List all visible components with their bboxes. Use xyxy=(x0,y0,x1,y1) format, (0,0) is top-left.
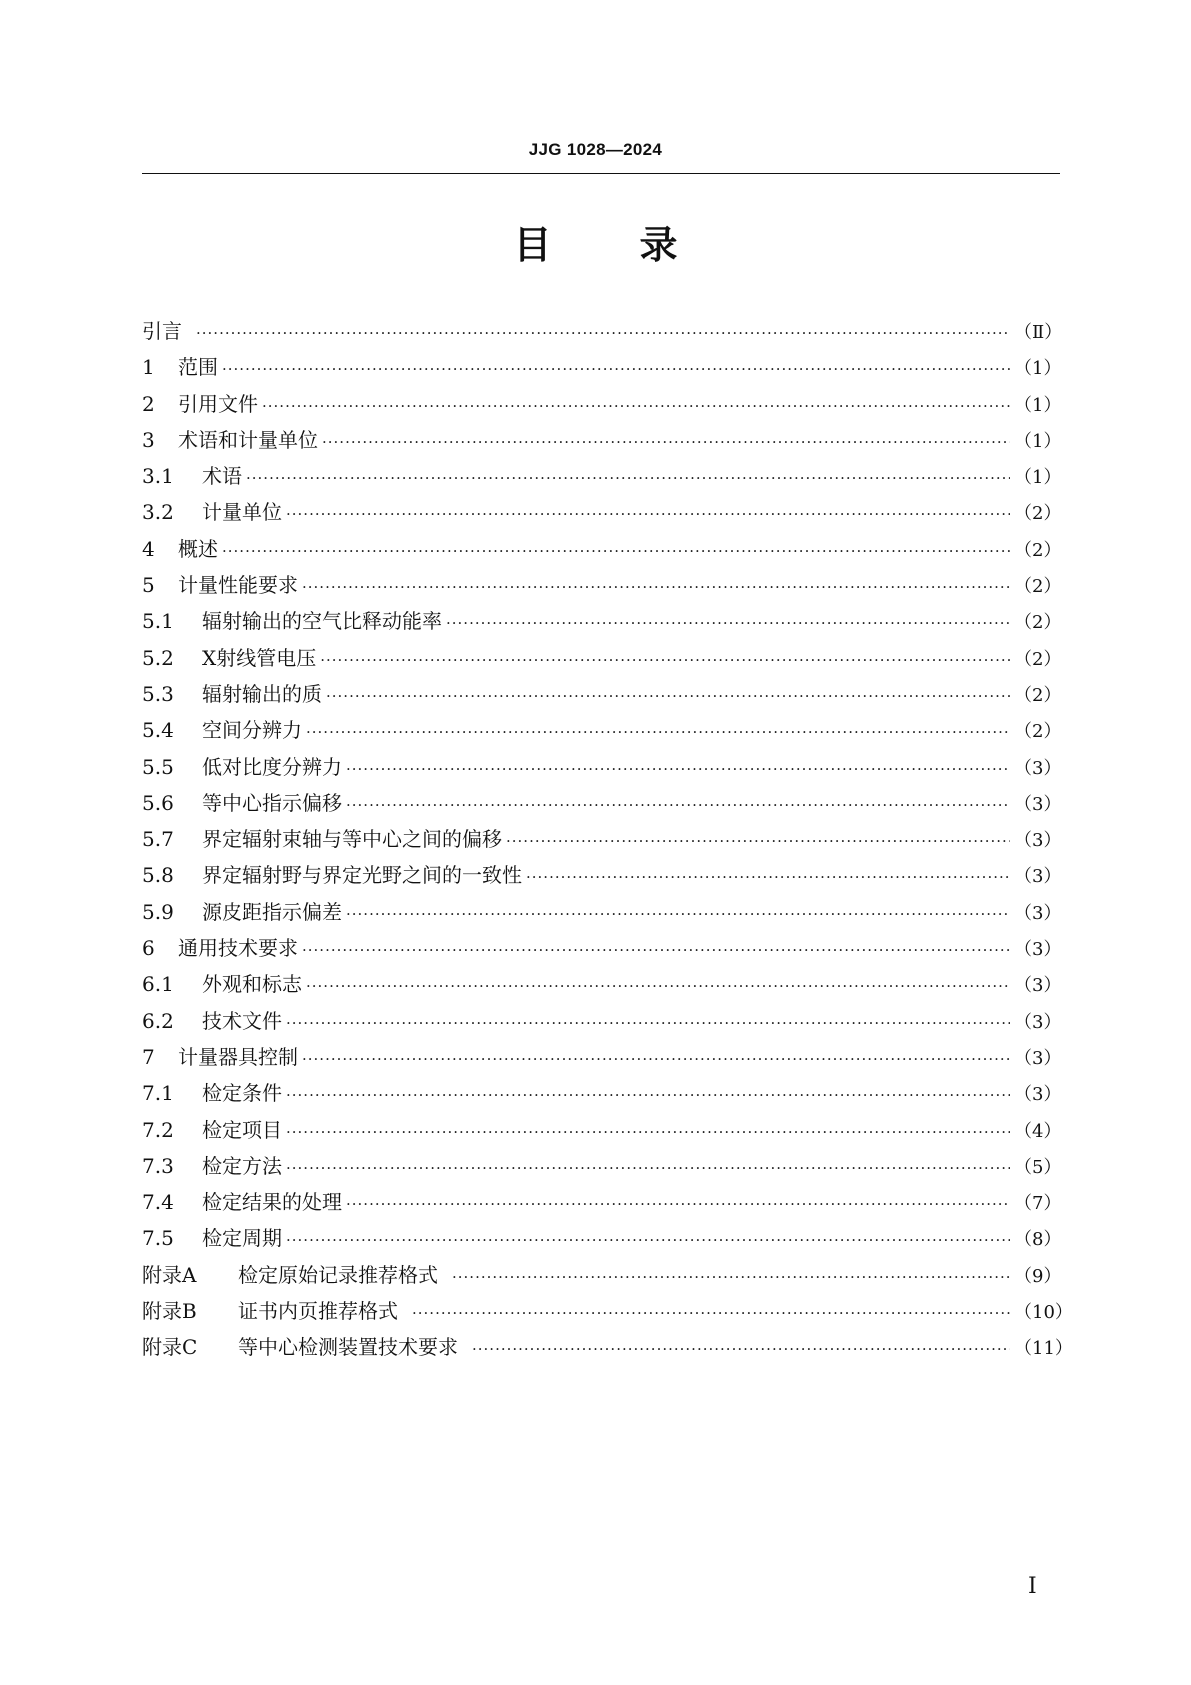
toc-leader xyxy=(286,1222,1010,1258)
toc-leader xyxy=(506,823,1010,859)
toc-leader xyxy=(286,1150,1010,1186)
toc-page: （3） xyxy=(1014,757,1062,779)
table-of-contents xyxy=(142,313,1073,1366)
toc-entry-4[interactable] xyxy=(142,531,1060,567)
toc-leader xyxy=(302,569,1010,605)
toc-leader xyxy=(286,496,1010,532)
toc-page: （2） xyxy=(1014,684,1062,706)
toc-page: （11） xyxy=(1014,1338,1073,1360)
toc-number: 5.2 xyxy=(142,645,174,670)
toc-leader xyxy=(412,1295,1010,1331)
toc-page: （1） xyxy=(1014,394,1062,416)
toc-number: 1 xyxy=(142,355,155,380)
toc-page: （2） xyxy=(1014,576,1062,598)
toc-number: 5.9 xyxy=(142,899,174,924)
toc-number: 5.4 xyxy=(142,718,174,743)
toc-number: 7.3 xyxy=(142,1153,174,1178)
toc-entry-6-1[interactable] xyxy=(142,966,1060,1002)
toc-page: （3） xyxy=(1014,830,1062,852)
toc-leader xyxy=(306,714,1010,750)
toc-number: 7.4 xyxy=(142,1190,174,1215)
toc-number: 6.2 xyxy=(142,1008,174,1033)
header-rule xyxy=(142,173,1060,174)
toc-leader xyxy=(346,896,1010,932)
toc-label: 等中心检测装置技术要求 xyxy=(238,1335,458,1360)
toc-leader xyxy=(452,1259,1010,1295)
toc-number: 6 xyxy=(142,936,155,961)
toc-number: 3.1 xyxy=(142,464,174,489)
toc-label: 计量器具控制 xyxy=(178,1044,298,1069)
toc-leader xyxy=(346,787,1010,823)
toc-number: 7 xyxy=(142,1044,155,1069)
toc-entry-7-5[interactable] xyxy=(142,1220,1060,1256)
toc-label: 术语 xyxy=(202,464,242,489)
toc-number: 2 xyxy=(142,391,155,416)
toc-number: 5.3 xyxy=(142,681,174,706)
toc-leader xyxy=(322,424,1010,460)
toc-number: 5.1 xyxy=(142,609,174,634)
toc-page: （4） xyxy=(1014,1120,1062,1142)
toc-number: 5.6 xyxy=(142,790,174,815)
toc-entry-appendix-a[interactable] xyxy=(142,1257,1060,1293)
toc-leader xyxy=(346,751,1010,787)
toc-page: （3） xyxy=(1014,939,1062,961)
toc-entry-5-5[interactable] xyxy=(142,749,1060,785)
toc-entry-6-2[interactable] xyxy=(142,1003,1060,1039)
toc-page: （5） xyxy=(1014,1156,1062,1178)
toc-number: 3.2 xyxy=(142,500,174,525)
toc-number: 7.1 xyxy=(142,1081,174,1106)
toc-leader xyxy=(320,642,1010,678)
toc-page: （8） xyxy=(1014,1229,1062,1251)
document-code-header: JJG 1028—2024 xyxy=(528,140,663,159)
toc-entry-7-3[interactable] xyxy=(142,1148,1060,1184)
toc-label: 界定辐射野与界定光野之间的一致性 xyxy=(202,863,522,888)
toc-page: （1） xyxy=(1014,430,1062,452)
toc-label: 检定原始记录推荐格式 xyxy=(238,1262,438,1287)
toc-page: （1） xyxy=(1014,358,1062,380)
toc-label: 引言 xyxy=(142,319,182,343)
page-number: I xyxy=(1028,1574,1037,1599)
toc-page: （10） xyxy=(1014,1302,1073,1324)
toc-entry-5-7[interactable] xyxy=(142,821,1060,857)
toc-entry-7-2[interactable] xyxy=(142,1112,1060,1148)
toc-entry-5[interactable] xyxy=(142,567,1060,603)
toc-entry-7-1[interactable] xyxy=(142,1075,1060,1111)
toc-entry-3-1[interactable] xyxy=(142,458,1060,494)
page-title: 目录 xyxy=(513,223,766,267)
toc-leader xyxy=(302,932,1010,968)
toc-page: （1） xyxy=(1014,467,1062,489)
toc-number: 5.8 xyxy=(142,863,174,888)
toc-leader xyxy=(346,1186,1010,1222)
toc-entry-3[interactable] xyxy=(142,422,1060,458)
toc-entry-appendix-b[interactable] xyxy=(142,1293,1073,1329)
toc-entry-5-3[interactable] xyxy=(142,676,1060,712)
toc-entry-5-8[interactable] xyxy=(142,857,1060,893)
toc-entry-5-9[interactable] xyxy=(142,894,1060,930)
toc-entry-1[interactable] xyxy=(142,349,1060,385)
toc-number: 5 xyxy=(142,573,155,598)
toc-page: （3） xyxy=(1014,975,1062,997)
toc-label: 计量单位 xyxy=(202,500,282,525)
toc-page: （3） xyxy=(1014,866,1062,888)
toc-label: 界定辐射束轴与等中心之间的偏移 xyxy=(202,827,502,852)
toc-label: 通用技术要求 xyxy=(178,936,298,961)
toc-label: 技术文件 xyxy=(202,1008,282,1033)
toc-number: 6.1 xyxy=(142,972,174,997)
toc-page: （3） xyxy=(1014,793,1062,815)
toc-label: 证书内页推荐格式 xyxy=(238,1299,398,1324)
toc-leader xyxy=(286,1005,1010,1041)
toc-leader xyxy=(262,388,1010,424)
toc-label: 低对比度分辨力 xyxy=(202,754,342,779)
toc-page: （3） xyxy=(1014,1047,1062,1069)
toc-leader xyxy=(246,460,1010,496)
toc-page: （3） xyxy=(1014,902,1062,924)
toc-page: （3） xyxy=(1014,1011,1062,1033)
toc-label: 源皮距指示偏差 xyxy=(202,899,342,924)
toc-page: （9） xyxy=(1014,1265,1062,1287)
toc-label: 检定周期 xyxy=(202,1226,282,1251)
toc-leader xyxy=(222,533,1010,569)
toc-entry-6[interactable] xyxy=(142,930,1060,966)
toc-page: （2） xyxy=(1014,503,1062,525)
toc-label: 引用文件 xyxy=(178,391,258,416)
toc-page: （3） xyxy=(1014,1084,1062,1106)
toc-number: 附录B xyxy=(142,1299,197,1324)
toc-label: 范围 xyxy=(178,355,218,380)
toc-leader xyxy=(526,859,1010,895)
toc-entry-7-4[interactable] xyxy=(142,1184,1060,1220)
toc-number: 附录C xyxy=(142,1335,198,1360)
toc-leader xyxy=(302,1041,1010,1077)
toc-entry-5-6[interactable] xyxy=(142,785,1060,821)
toc-page: （Ⅱ） xyxy=(1014,322,1063,343)
toc-label: 辐射输出的质 xyxy=(202,681,322,706)
toc-number: 5.7 xyxy=(142,827,174,852)
toc-entry-5-4[interactable] xyxy=(142,712,1060,748)
toc-entry-5-1[interactable] xyxy=(142,603,1060,639)
toc-entry-appendix-c[interactable] xyxy=(142,1329,1073,1365)
toc-label: 辐射输出的空气比释动能率 xyxy=(202,609,442,634)
toc-leader xyxy=(196,315,1010,351)
toc-leader xyxy=(326,678,1010,714)
toc-entry-3-2[interactable] xyxy=(142,494,1060,530)
toc-page: （2） xyxy=(1014,648,1062,670)
toc-label: 检定结果的处理 xyxy=(202,1190,342,1215)
toc-label: 空间分辨力 xyxy=(202,718,302,743)
toc-label: 计量性能要求 xyxy=(178,573,298,598)
toc-label: 检定条件 xyxy=(202,1081,282,1106)
toc-number: 附录A xyxy=(142,1262,197,1287)
toc-label: 检定方法 xyxy=(202,1153,282,1178)
toc-number: 7.5 xyxy=(142,1226,174,1251)
toc-page: （2） xyxy=(1014,539,1062,561)
toc-label: 概述 xyxy=(178,536,218,561)
toc-number: 4 xyxy=(142,536,155,561)
toc-leader xyxy=(222,351,1010,387)
toc-label: X射线管电压 xyxy=(202,645,317,670)
toc-entry-preface[interactable] xyxy=(142,313,1063,349)
toc-number: 5.5 xyxy=(142,754,174,779)
toc-entry-2[interactable] xyxy=(142,386,1060,422)
toc-entry-5-2[interactable] xyxy=(142,640,1060,676)
toc-leader xyxy=(446,605,1010,641)
toc-number: 7.2 xyxy=(142,1117,174,1142)
toc-entry-7[interactable] xyxy=(142,1039,1060,1075)
toc-page: （2） xyxy=(1014,721,1062,743)
toc-leader xyxy=(472,1331,1010,1367)
toc-page: （7） xyxy=(1014,1193,1062,1215)
toc-label: 术语和计量单位 xyxy=(178,427,318,452)
toc-number: 3 xyxy=(142,427,155,452)
toc-label: 等中心指示偏移 xyxy=(202,790,342,815)
toc-label: 外观和标志 xyxy=(202,972,302,997)
toc-leader xyxy=(286,1077,1010,1113)
toc-leader xyxy=(306,968,1010,1004)
toc-page: （2） xyxy=(1014,612,1062,634)
toc-label: 检定项目 xyxy=(202,1117,282,1142)
toc-leader xyxy=(286,1114,1010,1150)
